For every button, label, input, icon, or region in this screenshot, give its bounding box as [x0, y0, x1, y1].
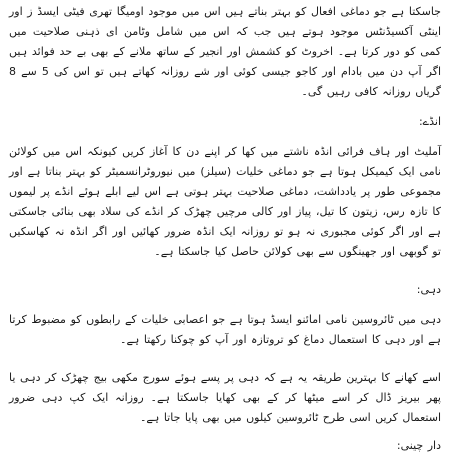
yogurt-paragraph-2: اسے کھانے کا بہترین طریقہ یہ ہے کہ دہی پر پسے ہوئے سورج مکھی بیج چھڑک کر دہی یا پھر بیریز ڈال کر اسے میٹھا کر کے بھی کھایا جاسکتا ہے۔ روزانہ ایک کپ دہی ضرور استعمال کریں اسی طرح ٹائروسین کیلوں میں بھی پایا جاتا ہے۔	[9, 371, 441, 424]
intro-paragraph: جاسکتا ہے جو دماغی افعال کو بہتر بناتے ہیں اس میں موجود اومیگا تھری فیٹی ایسڈ ز اور اینٹی آکسیڈنٹس موجود ہوتے ہیں جب کہ اس میں شامل وٹامن ای ذہنی صلاحیت میں کمی کو دور کرتا ہے۔ اخروٹ کو کشمش اور انجیر کے ساتھ ملانے کے بھی بے حد فوائد ہیں اگر آپ دن میں بادام اور کاجو جیسی کوئی اور شے روزانہ کھاتے ہیں تو اس کی 5 سے 8 گریاں روزانہ کافی رہیں گی۔	[9, 5, 441, 98]
yogurt-paragraph-1: دہی میں ٹائروسین نامی امائنو ایسڈ ہوتا ہے جو اعصابی خلیات کے رابطوں کو مضبوط کرتا ہے اور دہی کا استعمال دماغ کو تروتازہ اور آپ کو چوکنا رکھتا ہے۔	[9, 313, 441, 346]
eggs-paragraph: آملیٹ اور ہاف فرائی انڈہ ناشتے میں کھا کر اپنے دن کا آغاز کریں کیونکہ اس میں کولائن نامی ایک کیمیکل ہوتا ہے جو دماغی خلیات (سیلز) میں نیوروٹرانسمیٹر کو بہتر بناتا ہے اور مجموعی طور پر یادداشت، دماغی صلاحیت بہتر ہوتی ہے اس لیے ابلے ہوئے انڈے پر لیموں کا تازہ رس، زیتون کا تیل، پیاز اور کالی مرچیں چھڑک کر انڈے کی سلاد بھی بنائی جاسکتی ہے اور اگر کوئی مجبوری نہ ہو تو روزانہ ایک انڈہ ضرور کھائیں اور اگر انڈہ نہ کھاسکیں تو گوبھی اور جھینگوں سے بھی کولائن حاصل کیا جاسکتا ہے۔	[9, 145, 441, 258]
yogurt-heading: دہی:	[416, 283, 441, 296]
eggs-heading: انڈے:	[418, 115, 441, 128]
cinnamon-heading: دار چینی:	[396, 439, 441, 452]
